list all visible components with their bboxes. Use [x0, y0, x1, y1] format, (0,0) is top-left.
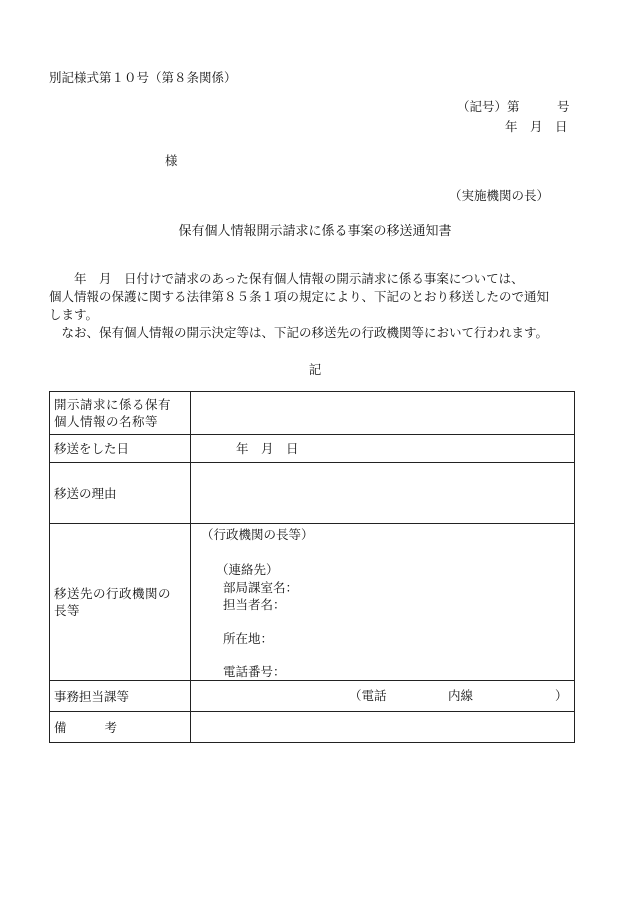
table-row — [50, 712, 575, 743]
body-line-2: 個人情報の保護に関する法律第８５条１項の規定により、下記のとおり移送したので通知 — [49, 289, 550, 304]
transfer-reason-label: 移送の理由 — [50, 463, 191, 524]
destination-head: （行政機関の長等） — [201, 527, 314, 542]
transfer-table — [49, 391, 575, 743]
office-tel: （電話 — [349, 688, 387, 703]
destination-label-line1: 移送先の行政機関の — [54, 586, 172, 601]
table-row — [50, 524, 575, 681]
body-line-3: します。 — [49, 307, 99, 322]
sender: （実施機関の長） — [449, 188, 550, 203]
office-close: ） — [555, 688, 568, 703]
address-label: 所在地： — [223, 631, 274, 646]
transfer-date-label: 移送をした日 — [50, 435, 191, 463]
body-line-1: 年 月 日付けで請求のあった保有個人情報の開示請求に係る事案については、 — [49, 271, 524, 286]
remarks-value[interactable] — [191, 712, 575, 743]
record-name-label-line2: 個人情報の名称等 — [54, 414, 159, 429]
remarks-label-char2: 考 — [104, 719, 118, 735]
transfer-reason-value[interactable] — [191, 463, 575, 524]
department-label: 部局課室名： — [223, 580, 299, 595]
table-row — [50, 463, 575, 524]
body-line-4: なお、保有個人情報の開示決定等は、下記の移送先の行政機関等において行われます。 — [49, 325, 549, 340]
record-name-label-line1: 開示請求に係る保有 — [54, 397, 172, 412]
office-ext: 内線 — [448, 688, 474, 703]
destination-label — [50, 524, 191, 681]
body-text — [49, 270, 584, 342]
destination-block — [191, 524, 574, 680]
form-number: 別記様式第１０号（第８条関係） — [49, 70, 237, 85]
destination-label-line2: 長等 — [54, 603, 81, 618]
table-row — [50, 435, 575, 463]
addressee: 様 — [165, 153, 178, 168]
record-name-label — [50, 392, 191, 435]
office-label: 事務担当課等 — [50, 681, 191, 712]
transfer-date-text: 年 月 日 — [236, 441, 299, 456]
office-value[interactable] — [191, 681, 575, 712]
table-row — [50, 392, 575, 435]
transfer-date-value[interactable] — [191, 435, 575, 463]
person-label: 担当者名： — [223, 597, 286, 612]
table-row — [50, 681, 575, 712]
issue-date: 年 月 日 — [505, 119, 568, 134]
document-title: 保有個人情報開示請求に係る事案の移送通知書 — [178, 224, 452, 239]
record-name-value[interactable] — [191, 392, 575, 435]
contact-label: （連絡先） — [216, 562, 279, 577]
reference-number: （記号）第 号 — [457, 99, 570, 114]
remarks-label — [50, 712, 191, 743]
phone-label: 電話番号： — [223, 664, 286, 679]
destination-value[interactable] — [191, 524, 575, 681]
remarks-label-char1: 備 — [54, 719, 67, 735]
ki-marker: 記 — [308, 362, 322, 377]
